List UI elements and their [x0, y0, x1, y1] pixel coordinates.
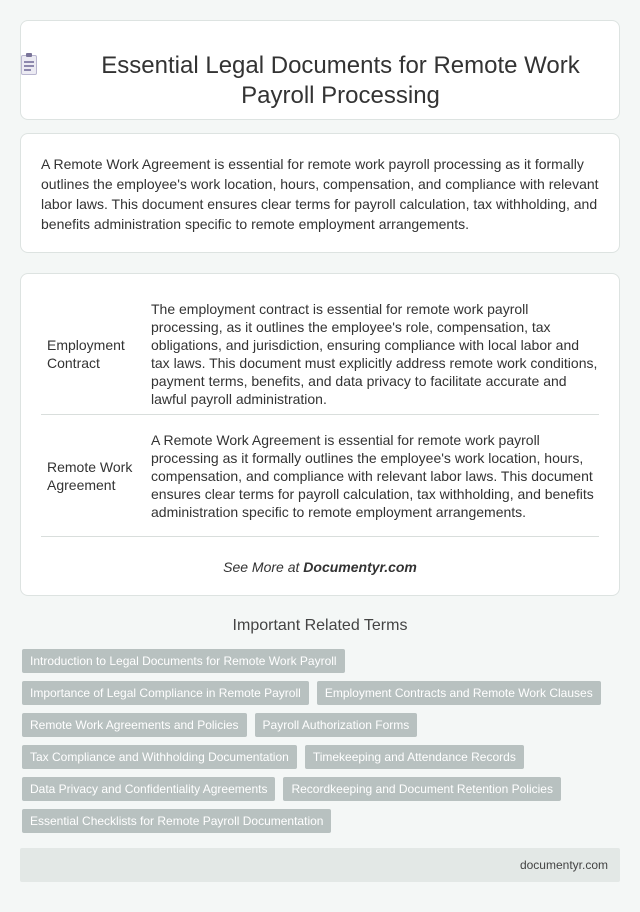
document-description: A Remote Work Agreement is essential for remote work payroll processing as it formally outlines the employee's work location, hours, compensation, and compliance with relevant labor laws. This document ensures clear terms for payroll calculation, tax withholding, and benefits administration specific to remote employment arrangements.: [145, 415, 599, 537]
title-card: [20, 20, 620, 120]
table-row: [41, 294, 599, 415]
related-terms-title: Important Related Terms: [232, 617, 408, 634]
see-more-site: Documentyr.com: [303, 559, 417, 575]
related-tag[interactable]: Payroll Authorization Forms: [255, 713, 418, 737]
related-tag[interactable]: Recordkeeping and Document Retention Policies: [283, 777, 561, 801]
document-term: Employment Contract: [41, 294, 145, 415]
related-tag[interactable]: Employment Contracts and Remote Work Clauses: [317, 681, 601, 705]
related-tag[interactable]: Importance of Legal Compliance in Remote Payroll: [22, 681, 309, 705]
footer: [20, 848, 620, 882]
documents-table: [41, 294, 599, 537]
see-more-prefix: See More at: [223, 559, 304, 575]
related-tag[interactable]: Essential Checklists for Remote Payroll Documentation: [22, 809, 331, 833]
footer-site[interactable]: documentyr.com: [519, 858, 608, 872]
intro-card: [20, 133, 620, 253]
page-title: Essential Legal Documents for Remote Work Payroll Processing: [101, 52, 580, 109]
intro-text: A Remote Work Agreement is essential for remote work payroll processing as it formally outlines the employee's work location, hours, compensation, and compliance with relevant labor laws. This document ensures clear terms for payroll calculation, tax withholding, and benefits administration specific to remote employment arrangements.: [41, 156, 599, 232]
related-tag[interactable]: Remote Work Agreements and Policies: [22, 713, 247, 737]
related-tags: [22, 649, 622, 841]
document-icon: [21, 55, 34, 77]
see-more-link[interactable]: [41, 559, 599, 575]
related-tag[interactable]: Data Privacy and Confidentiality Agreements: [22, 777, 275, 801]
document-term: Remote Work Agreement: [41, 415, 145, 537]
related-tag[interactable]: Tax Compliance and Withholding Documentation: [22, 745, 297, 769]
related-tag[interactable]: Introduction to Legal Documents for Remote Work Payroll: [22, 649, 345, 673]
related-tag[interactable]: Timekeeping and Attendance Records: [305, 745, 524, 769]
table-row: [41, 415, 599, 537]
document-description: The employment contract is essential for remote work payroll processing, as it outlines the employee's role, compensation, tax obligations, and jurisdiction, ensuring compliance with local labor and tax laws. This document must explicitly address remote work conditions, payment terms, benefits, and data privacy to facilitate accurate and lawful payroll administration.: [145, 294, 599, 415]
documents-card: [20, 273, 620, 596]
